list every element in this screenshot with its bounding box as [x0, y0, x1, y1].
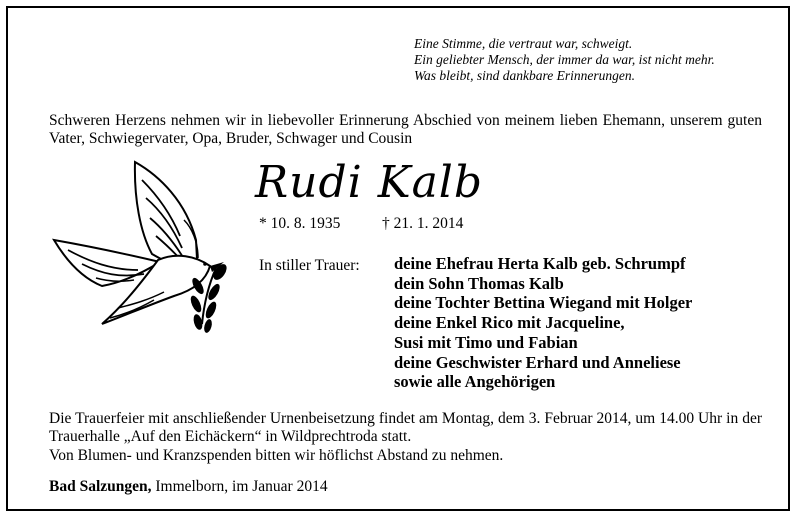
dove-with-olive-branch-icon	[48, 158, 238, 338]
obituary-notice	[6, 6, 790, 511]
intro-text: Schweren Herzens nehmen wir in liebevoller Erinnerung Abschied von meinem lieben Ehemann, unserem guten Vater, Schwiegervater, Opa, Bruder, Schwager und Cousin	[49, 112, 762, 147]
poem-line-1: Eine Stimme, die vertraut war, schweigt.	[414, 36, 633, 51]
mourners-list	[394, 254, 692, 392]
mourner-line: deine Tochter Bettina Wiegand mit Holger	[394, 293, 693, 313]
mourner-line: deine Geschwister Erhard und Anneliese	[394, 352, 681, 372]
place-town: Bad Salzungen,	[49, 478, 152, 495]
funeral-service-text: Die Trauerfeier mit anschließender Urnenbeisetzung findet am Montag, dem 3. Februar 2014, um 14.00 Uhr in der Trauerhalle „Auf den Eichäckern“ in Wildprechtroda statt.	[49, 410, 762, 445]
mourner-line: dein Sohn Thomas Kalb	[394, 273, 564, 293]
poem-line-3: Was bleibt, sind dankbare Erinnerungen.	[414, 68, 635, 83]
poem	[414, 36, 715, 84]
deceased-name: Rudi Kalb	[255, 157, 484, 208]
poem-line-2: Ein geliebter Mensch, der immer da war, ist nicht mehr.	[414, 52, 715, 67]
place-rest: Immelborn, im Januar 2014	[151, 478, 328, 495]
mourner-line: Susi mit Timo und Fabian	[394, 332, 578, 352]
flowers-request-text: Von Blumen- und Kranzspenden bitten wir höflichst Abstand zu nehmen.	[49, 447, 504, 464]
death-date: † 21. 1. 2014	[382, 215, 464, 232]
mourning-label: In stiller Trauer:	[259, 257, 360, 274]
mourner-line: deine Enkel Rico mit Jacqueline,	[394, 313, 625, 333]
place-and-date	[49, 478, 328, 496]
mourner-line: deine Ehefrau Herta Kalb geb. Schrumpf	[394, 254, 686, 273]
mourner-line: sowie alle Angehörigen	[394, 372, 556, 392]
birth-date: * 10. 8. 1935	[259, 215, 341, 232]
